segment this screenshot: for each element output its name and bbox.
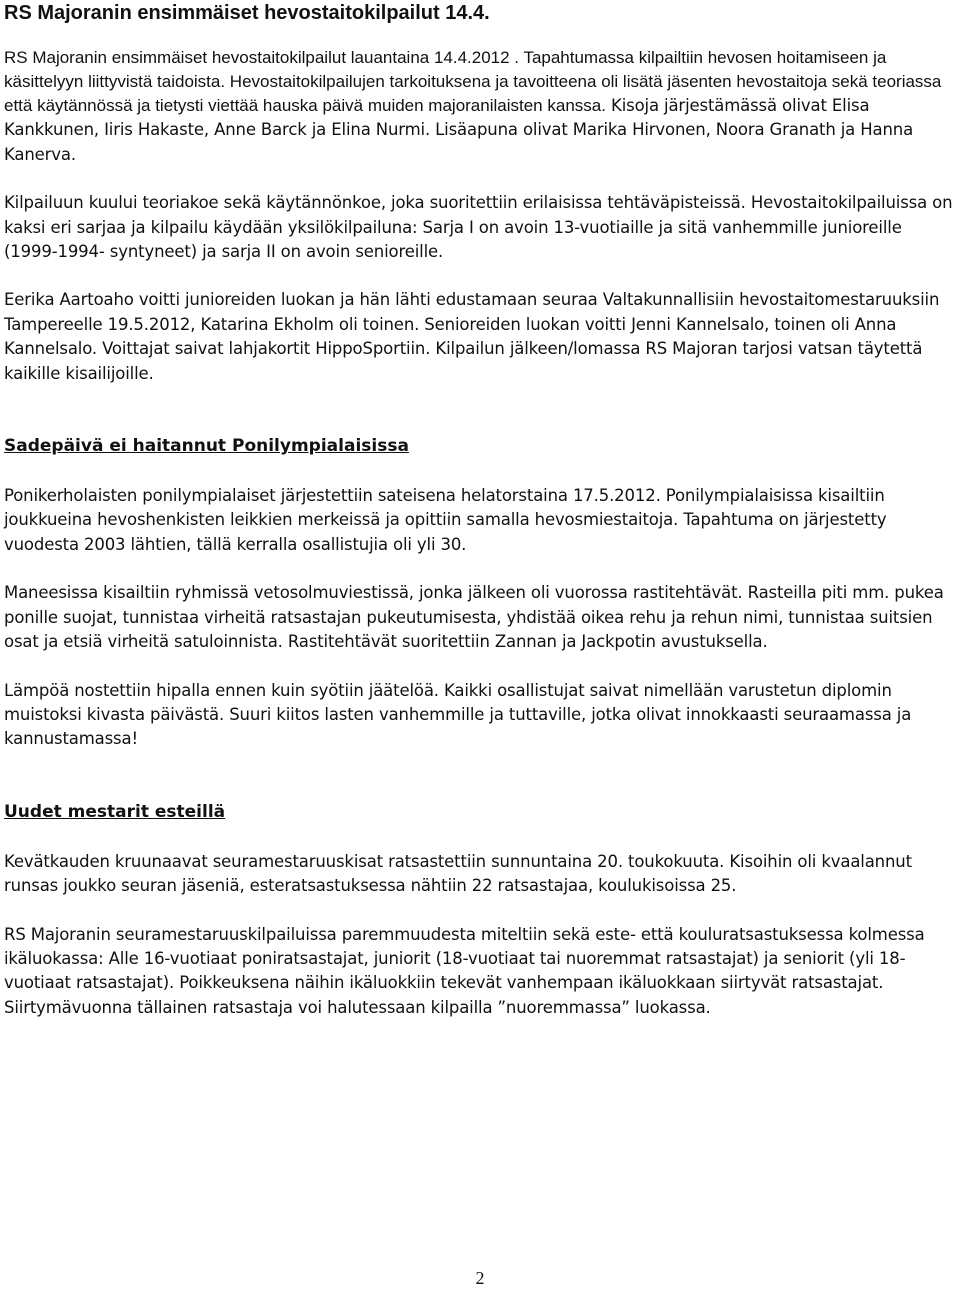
article-section-2 bbox=[4, 434, 956, 752]
paragraph-ponilympialaiset-1: Ponikerholaisten ponilympialaiset järjestettiin sateisena helatorstaina 17.5.2012. Ponilympialaisissa kisailtiin joukkueina hevoshenkisten leikkien merkeissä ja opittiin samalla hevosmiestaitoja. Tapahtuma on järjestetty vuodesta 2003 lähtien, tällä kerralla osallistujia oli yli 30. bbox=[4, 486, 887, 554]
paragraph-ponilympialaiset-2: Maneesissa kisailtiin ryhmissä vetosolmuviestissä, jonka jälkeen oli vuorossa rastitehtävät. Rasteilla piti mm. pukea ponille suojat, tunnistaa virheitä ratsastajan pukeutumisesta, yhdistää oikea rehu ja rehun nimi, tunnistaa suitsien osat ja etsiä virheitä satuloinnista. Rastitehtävät suoritettiin Zannan ja Jackpotin avustuksella. bbox=[4, 583, 944, 652]
paragraph-competition: Kilpailuun kuului teoriakoe sekä käytännönkoe, joka suoritettiin erilaisissa tehtäväpisteissä. Hevostaitokilpailuissa on kaksi eri sarjaa ja kilpailu käydään yksilökilpailuna: Sarja I on avoin 13-vuotiaille ja sitä vanhemmille junioreille (1999-1994- syntyneet) ja sarja II on avoin senioreille. bbox=[4, 193, 953, 262]
paragraph-ponilympialaiset-3: Lämpöä nostettiin hipalla ennen kuin syötiin jäätelöä. Kaikki osallistujat saivat nimellään varustetun diplomin muistoksi kivasta päivästä. Suuri kiitos lasten vanhemmille ja tuttaville, jotka olivat innokkaasti seuraamassa ja kannustamassa! bbox=[4, 680, 912, 749]
paragraph-mestarit-1: Kevätkauden kruunaavat seuramestaruuskisat ratsastettiin sunnuntaina 20. toukokuuta. Kisoihin oli kvaalannut runsas joukko seuran jäseniä, esteratsastuksessa nähtiin 22 ratsastajaa, koulukisoissa 25. bbox=[4, 851, 912, 896]
document-page bbox=[4, 0, 956, 1020]
paragraph-results: Eerika Aartoaho voitti junioreiden luokan ja hän lähti edustamaan seuraa Valtakunnallisiin hevostaitomestaruuksiin Tampereelle 19.5.2012, Katarina Ekholm oli toinen. Senioreiden luokan voitti Jenni Kannelsalo, toinen oli Anna Kannelsalo. Voittajat saivat lahjakortit HippoSportiin. Kilpailun jälkeen/lomassa RS Majoran tarjosi vatsan täytettä kaikille kisailijoille. bbox=[4, 290, 940, 383]
article-section-3 bbox=[4, 800, 956, 1020]
section-heading-ponilympialaiset: Sadepäivä ei haitannut Ponilympialaisissa bbox=[4, 436, 409, 457]
article-section-1 bbox=[4, 46, 956, 386]
page-title: RS Majoranin ensimmäiset hevostaitokilpailut 14.4. bbox=[4, 2, 490, 24]
paragraph-intro-lead: RS Majoranin ensimmäiset hevostaitokilpailut lauantaina 14.4.2012 . Tapahtumassa kilpailtiin hevosen hoitamiseen ja käsittelyyn liittyvistä taidoista. Hevostaitokilpailujen tarkoituksena ja tavoitteena oli lisätä jäsenten hevostaitoja sekä teoriassa että käytännössä ja tietysti viettää hauska päivä muiden majoranilaisten kanssa. bbox=[4, 48, 942, 115]
paragraph-intro-rest: Kisoja järjestämässä olivat Elisa Kankkunen, Iiris Hakaste, Anne Barck ja Elina Nurmi. Lisäapuna olivat Marika Hirvonen, Noora Granath ja Hanna Kanerva. bbox=[4, 96, 914, 164]
paragraph-mestarit-2: RS Majoranin seuramestaruuskilpailuissa paremmuudesta miteltiin sekä este- että kouluratsastuksessa kolmessa ikäluokassa: Alle 16-vuotiaat poniratsastajat, juniorit (18-vuotiaat tai nuoremmat ratsastajat) ja seniorit (yli 18-vuotiaat ratsastajat). Poikkeuksena näihin ikäluokkiin tekevät vanhempaan ikäluokkaan siirtyvät ratsastajat. Siirtymävuonna tällainen ratsastaja voi halutessaan kilpailla ”nuoremmassa” luokassa. bbox=[4, 924, 925, 1017]
page-number: 2 bbox=[475, 1268, 485, 1288]
section-heading-mestarit: Uudet mestarit esteillä bbox=[4, 801, 226, 822]
paragraph-intro bbox=[4, 46, 956, 167]
